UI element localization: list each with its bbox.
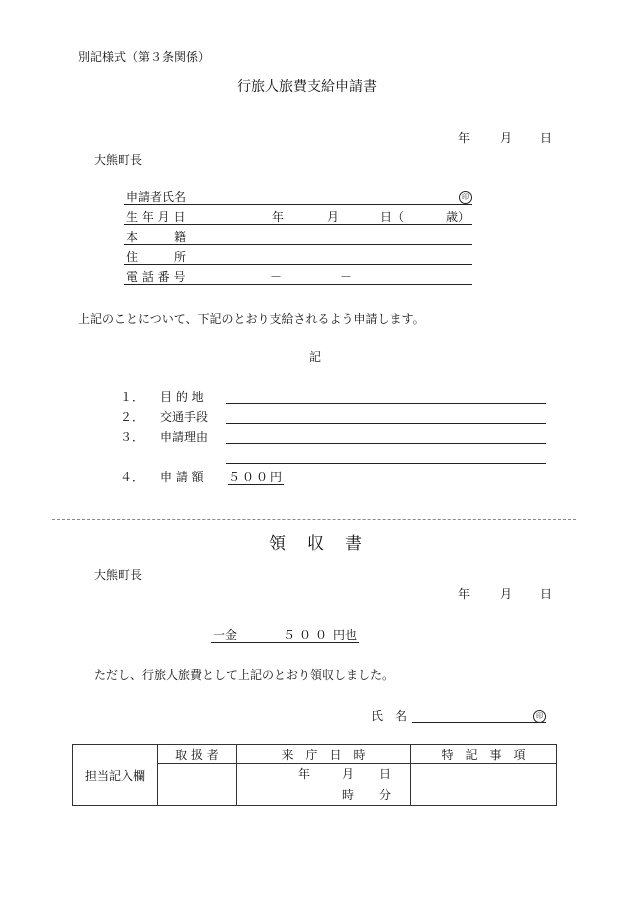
visit-minute: 分 <box>379 788 392 802</box>
col-visit: 来 庁 日 時 <box>237 745 411 764</box>
item-4-label: 申 請 額 <box>160 470 204 484</box>
destination-field[interactable] <box>226 403 546 404</box>
domicile-field[interactable] <box>124 244 472 245</box>
staff-row-header: 担当記入欄 <box>73 745 158 806</box>
visit-hour: 時 <box>342 788 355 802</box>
applicant-name-field[interactable] <box>124 204 472 205</box>
cut-line <box>52 519 576 520</box>
birth-field[interactable] <box>124 224 472 225</box>
staff-entry-table <box>72 744 557 806</box>
receipt-date-year: 年 <box>458 587 471 601</box>
visit-month: 月 <box>342 767 355 781</box>
birth-year: 年 <box>272 210 285 224</box>
application-addressee: 大熊町長 <box>94 153 143 167</box>
reason-field[interactable] <box>226 443 546 444</box>
amount-value: ５００ <box>283 628 332 642</box>
handler-cell[interactable] <box>158 764 237 806</box>
phone-label: 電 話 番 号 <box>126 270 186 284</box>
address-field[interactable] <box>124 264 472 265</box>
application-date-day: 日 <box>540 131 553 145</box>
item-1-num: １． <box>120 390 145 404</box>
receipt-title: 領 収 書 <box>269 534 364 554</box>
notes-cell[interactable] <box>411 764 557 806</box>
application-statement: 上記のことについて、下記のとおり支給されるよう申請します。 <box>78 312 425 326</box>
amount-suffix: 円也 <box>333 628 358 642</box>
amount-prefix: 一金 <box>213 628 238 642</box>
birth-month: 月 <box>327 210 340 224</box>
transport-field[interactable] <box>226 423 546 424</box>
item-1-label: 目 的 地 <box>160 390 204 404</box>
phone-dash-2: － <box>340 270 353 284</box>
item-3-label: 申請理由 <box>160 430 209 444</box>
ki-label: 記 <box>309 350 322 364</box>
item-2-label: 交通手段 <box>160 410 209 424</box>
visit-cell[interactable] <box>237 764 411 806</box>
receipt-addressee: 大熊町長 <box>94 568 143 582</box>
receipt-seal-icon: 印 <box>533 710 546 723</box>
item-3-num: ３． <box>120 430 145 444</box>
receipt-name-field[interactable] <box>412 722 546 723</box>
seal-icon: 印 <box>459 191 472 204</box>
application-title: 行旅人旅費支給申請書 <box>237 79 377 95</box>
visit-year: 年 <box>298 767 311 781</box>
item-4-num: ４． <box>120 470 145 484</box>
col-handler: 取 扱 者 <box>158 745 237 764</box>
application-date-month: 月 <box>500 131 513 145</box>
phone-dash-1: － <box>270 270 283 284</box>
address-label: 住 所 <box>126 250 187 264</box>
receipt-statement: ただし、行旅人旅費として上記のとおり領収しました。 <box>94 668 395 682</box>
col-notes: 特 記 事 項 <box>411 745 557 764</box>
reason-field-2[interactable] <box>226 463 546 464</box>
visit-day: 日 <box>379 767 392 781</box>
birth-label: 生 年 月 日 <box>126 210 186 224</box>
receipt-date-day: 日 <box>540 587 553 601</box>
phone-field[interactable] <box>124 284 472 285</box>
requested-amount: ５００円 <box>228 470 285 484</box>
birth-age: 歳） <box>446 210 471 224</box>
application-date-year: 年 <box>458 131 471 145</box>
birth-day: 日（ <box>380 210 405 224</box>
receipt-name-label: 氏 名 <box>371 709 408 723</box>
item-2-num: ２． <box>120 410 145 424</box>
domicile-label: 本 籍 <box>126 230 187 244</box>
applicant-name-label: 申請者氏名 <box>126 190 187 204</box>
amount-underline <box>211 642 359 643</box>
form-reference: 別記様式（第３条関係） <box>78 50 211 64</box>
receipt-date-month: 月 <box>500 587 513 601</box>
